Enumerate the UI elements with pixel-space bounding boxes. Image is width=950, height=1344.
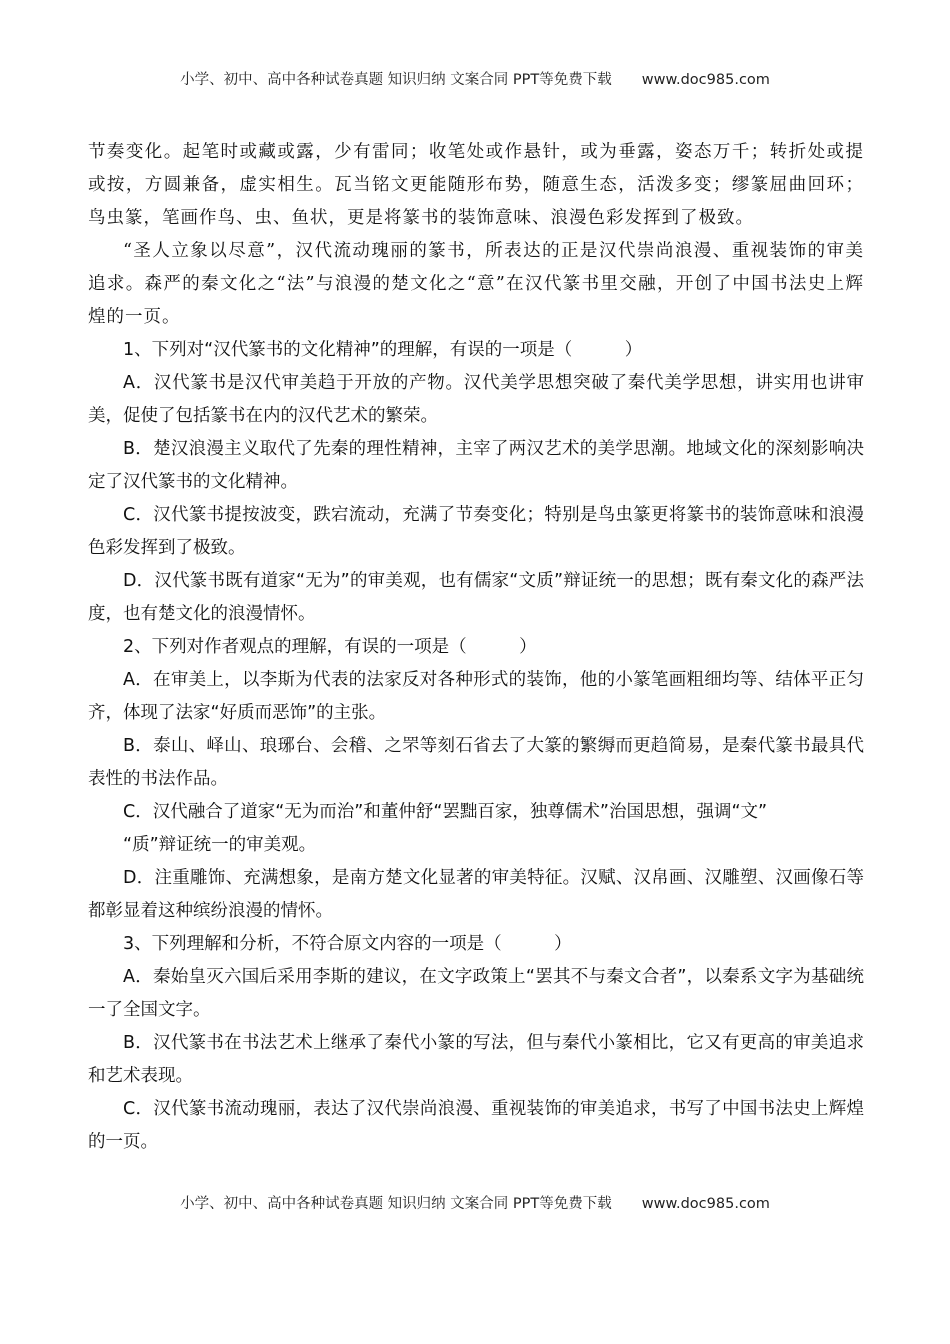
question-2-option-b: B．泰山、峄山、琅琊台、会稽、之罘等刻石省去了大篆的繁缛而更趋简易，是秦代篆书最具代表性的书法作品。 — [88, 736, 864, 789]
passage-paragraph: 节奏变化。起笔时或藏或露，少有雷同；收笔处或作悬针，或为垂露，姿态万千；转折处或提或按，方圆兼备，虚实相生。瓦当铭文更能随形布势，随意生态，活泼多变；缪篆屈曲回环；鸟虫篆，笔画作鸟、虫、鱼状，更是将篆书的装饰意味、浪漫色彩发挥到了极致。 — [88, 142, 864, 228]
question-2-option-c: C．汉代融合了道家“无为而治”和董仲舒“罢黜百家，独尊儒术”治国思想，强调“文” — [123, 802, 768, 822]
header-text: 小学、初中、高中各种试卷真题 知识归纳 文案合同 PPT等免费下载 — [180, 72, 612, 88]
question-2-stem: 2、下列对作者观点的理解，有误的一项是（ ） — [123, 637, 537, 657]
page-header — [0, 68, 950, 89]
footer-text: 小学、初中、高中各种试卷真题 知识归纳 文案合同 PPT等免费下载 — [180, 1196, 612, 1212]
question-1-option-a: A．汉代篆书是汉代审美趋于开放的产物。汉代美学思想突破了秦代美学思想，讲实用也讲审美，促使了包括篆书在内的汉代艺术的繁荣。 — [88, 373, 864, 426]
header-site-link[interactable]: www.doc985.com — [641, 72, 770, 88]
question-2-option-d: D．注重雕饰、充满想象，是南方楚文化显著的审美特征。汉赋、汉帛画、汉雕塑、汉画像石等都彰显着这种缤纷浪漫的情怀。 — [88, 868, 864, 921]
passage-paragraph: “圣人立象以尽意”，汉代流动瑰丽的篆书，所表达的正是汉代崇尚浪漫、重视装饰的审美追求。森严的秦文化之“法”与浪漫的楚文化之“意”在汉代篆书里交融，开创了中国书法史上辉煌的一页。 — [88, 241, 864, 327]
question-3-option-b: B．汉代篆书在书法艺术上继承了秦代小篆的写法，但与秦代小篆相比，它又有更高的审美追求和艺术表现。 — [88, 1033, 864, 1086]
question-3-stem: 3、下列理解和分析，不符合原文内容的一项是（ ） — [123, 934, 572, 954]
page-footer — [0, 1192, 950, 1213]
footer-site-link[interactable]: www.doc985.com — [641, 1196, 770, 1212]
question-2-option-a: A．在审美上，以李斯为代表的法家反对各种形式的装饰，他的小篆笔画粗细均等、结体平正匀齐，体现了法家“好质而恶饰”的主张。 — [88, 670, 864, 723]
question-1-option-d: D．汉代篆书既有道家“无为”的审美观，也有儒家“文质”辩证统一的思想；既有秦文化的森严法度，也有楚文化的浪漫情怀。 — [88, 571, 864, 624]
question-3-option-c: C．汉代篆书流动瑰丽，表达了汉代崇尚浪漫、重视装饰的审美追求，书写了中国书法史上辉煌的一页。 — [88, 1099, 864, 1152]
question-2-option-c-continued: “质”辩证统一的审美观。 — [123, 835, 317, 855]
question-3-option-a: A．秦始皇灭六国后采用李斯的建议，在文字政策上“罢其不与秦文合者”，以秦系文字为基础统一了全国文字。 — [88, 967, 864, 1020]
question-1-option-b: B．楚汉浪漫主义取代了先秦的理性精神，主宰了两汉艺术的美学思潮。地域文化的深刻影响决定了汉代篆书的文化精神。 — [88, 439, 864, 492]
document-body — [88, 136, 864, 1159]
question-1-stem: 1、下列对“汉代篆书的文化精神”的理解，有误的一项是（ ） — [123, 340, 643, 360]
question-1-option-c: C．汉代篆书提按波变，跌宕流动，充满了节奏变化；特别是鸟虫篆更将篆书的装饰意味和浪漫色彩发挥到了极致。 — [88, 505, 864, 558]
